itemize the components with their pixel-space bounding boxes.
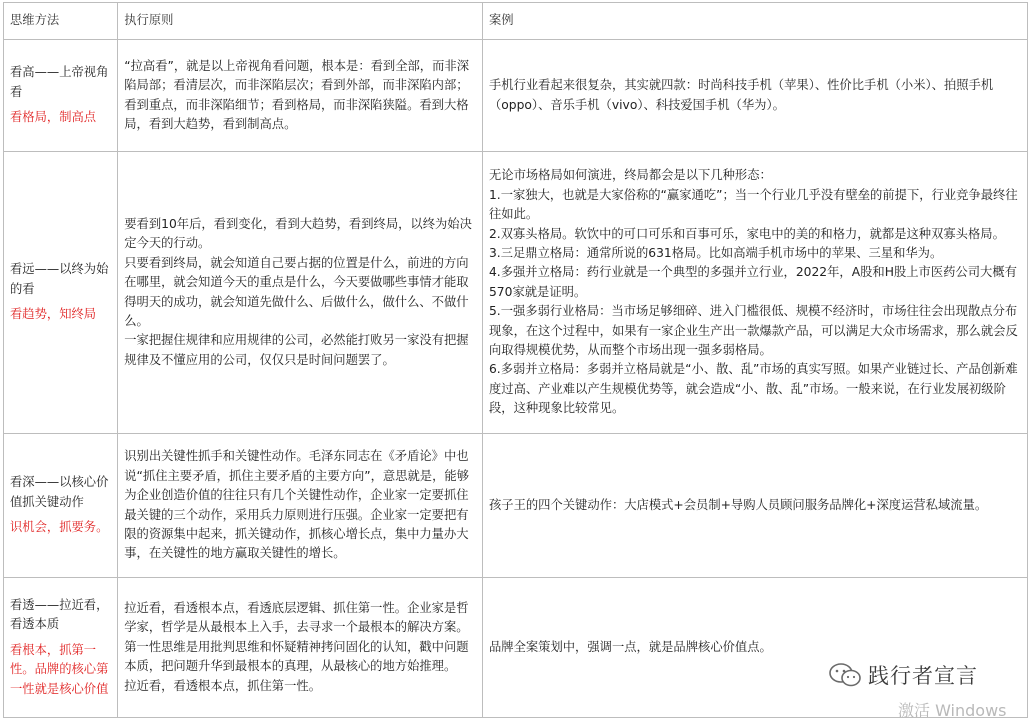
principle-cell [118,40,483,152]
principle-text: 只要看到终局，就会知道自己要占据的位置是什么，前进的方向在哪里，就会知道今天的重点是什么，今天要做哪些事情才能取得明天的成功，就会知道先做什么、后做什么，做什么、不做什么。 [124,255,469,328]
method-tag: 看趋势，知终局 [10,307,97,322]
account-watermark [828,660,978,690]
principle-cell [118,152,483,434]
table-row [4,40,1028,152]
principle-text: 要看到10年后，看到变化，看到大趋势，看到终局，以终为始决定今天的行动。 [124,216,472,251]
case-text: 孩子王的四个关键动作：大店模式+会员制+导购人员顾问服务品牌化+深度运营私域流量。 [488,497,988,512]
header-case: 案例 [482,3,1027,40]
method-title: 看高——上帝视角看 [10,65,109,99]
case-text: 1.一家独大，也就是大家俗称的“赢家通吃”；当一个行业几乎没有壁垒的前提下，行业竞争最终往往如此。 [488,187,1018,222]
principle-text: 识别出关键性抓手和关键性动作。毛泽东同志在《矛盾论》中也说“抓住主要矛盾，抓住主要矛盾的主要方向”，意思就是，能够为企业创造价值的往往只有几个关键性动作，企业家一定要抓住最关键的三个动作，采用兵力原则进行压强。企业家一定要把有限的资源集中起来，抓关键动作，抓核心增长点，集中力量办大事，在关键性的地方赢取关键性的增长。 [124,449,469,561]
windows-activation-watermark: 激活 Windows [898,701,1007,720]
method-title: 看透——拉近看，看透本质 [10,597,109,632]
case-cell [482,152,1027,434]
case-cell [482,578,1027,718]
case-text: 3.三足鼎立格局：通常所说的631格局。比如高端手机市场中的苹果、三星和华为。 [488,245,943,260]
principle-cell [118,578,483,718]
case-text: 无论市场格局如何演进，终局都会是以下几种形态： [488,168,772,183]
method-cell [4,40,118,152]
case-cell [482,434,1027,578]
case-text: 6.多弱并立格局：多弱并立格局就是“小、散、乱”市场的真实写照。如果产业链过长、产品创新难度过高、产业难以产生规模优势等，就会造成“小、散、乱”市场。一般来说，在行业发展初级阶段，这种现象比较常见。 [488,362,1018,416]
method-tag: 看根本，抓第一性。品牌的核心第一性就是核心价值 [10,642,109,696]
principle-cell [118,434,483,578]
principle-text: 拉近看，看透根本点，抓住第一性。 [124,678,321,693]
method-title: 看深——以核心价值抓关键动作 [10,475,109,509]
header-row [4,3,1028,40]
case-text: 品牌全案策划中，强调一点，就是品牌核心价值点。 [488,639,772,654]
case-text: 5.一强多弱行业格局：当市场足够细碎、进入门槛很低、规模不经济时，市场往往会出现散点分布现象，在这个过程中，如果有一家企业生产出一款爆款产品，可以满足大众市场需求，那么就会反向取得规模优势，从而整个市场出现一强多弱格局。 [488,304,1018,358]
method-cell [4,152,118,434]
method-cell [4,434,118,578]
header-method: 思维方法 [4,3,118,40]
principle-text: 拉近看，看透根本点，看透底层逻辑、抓住第一性。企业家是哲学家，哲学是从最根本上入手，去寻求一个最根本的解决方案。 [124,600,469,635]
account-name: 践行者宣言 [868,664,978,688]
methods-table [3,2,1028,718]
wechat-icon [828,662,862,688]
case-text: 手机行业看起来很复杂，其实就四款：时尚科技手机（苹果）、性价比手机（小米）、拍照手机（oppo）、音乐手机（vivo）、科技爱国手机（华为）。 [488,78,994,112]
method-tag: 识机会，抓要务。 [10,520,109,535]
case-text: 4.多强并立格局：药行业就是一个典型的多强并立行业，2022年，A股和H股上市医药公司大概有570家就是证明。 [488,265,1017,299]
principle-text: 一家把握住规律和应用规律的公司，必然能打败另一家没有把握规律及不懂应用的公司，仅仅只是时间问题罢了。 [124,333,469,367]
table-row [4,152,1028,434]
method-tag: 看格局，制高点 [10,110,97,125]
case-text: 2.双寡头格局。软饮中的可口可乐和百事可乐，家电中的美的和格力，就都是这种双寡头格局。 [488,226,1005,241]
table-row [4,434,1028,578]
method-title: 看远——以终为始的看 [10,262,109,296]
method-cell [4,578,118,718]
table-row [4,578,1028,718]
header-principle: 执行原则 [118,3,483,40]
principle-text: 第一性思维是用批判思维和怀疑精神拷问固化的认知，戳中问题本质，把问题升华到最根本的真理，从最核心的地方始推理。 [124,639,469,674]
principle-text: “拉高看”，就是以上帝视角看问题，根本是：看到全部，而非深陷局部；看清层次，而非深陷层次；看到外部，而非深陷内部；看到重点，而非深陷细节；看到格局，而非深陷狭隘。看到大格局，看到大趋势，看到制高点。 [124,58,469,131]
case-cell [482,40,1027,152]
